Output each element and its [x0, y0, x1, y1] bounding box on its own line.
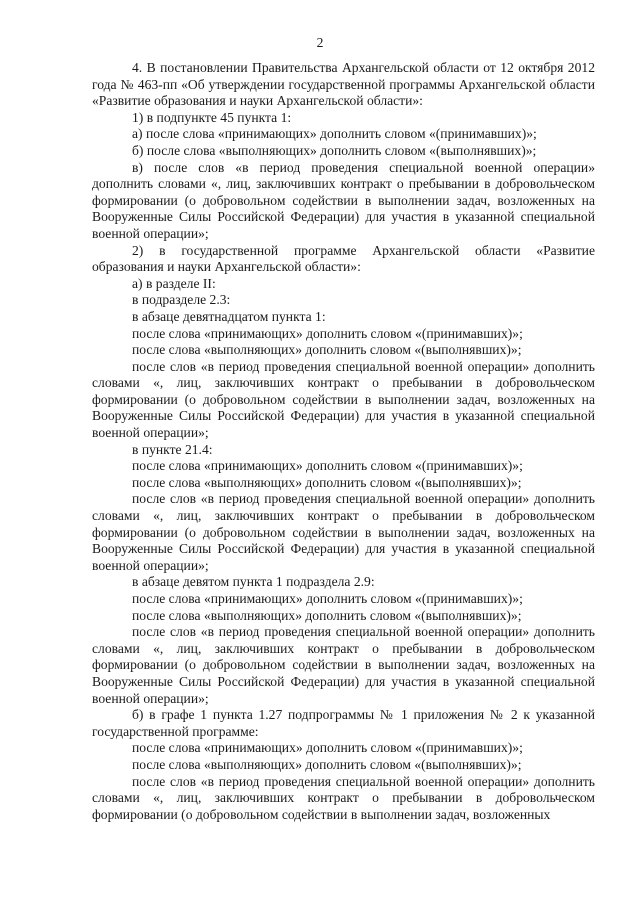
paragraph-change-vypoln-2: после слова «выполняющих» дополнить словом «(выполнявших)»;	[132, 474, 522, 490]
paragraph-1v: в) после слов «в период проведения специальной военной операции» дополнить словами «, лиц, заключивших контракт о пребывании в добровольческом формировании (о добровольном содействии в выполнении задач, возложенных на Вооруженные Силы Российской Федерации) для участия в указанной специальной военной операции»;	[92, 159, 595, 241]
paragraph-change-svo-1: после слов «в период проведения специальной военной операции» дополнить словами «, лиц, заключивших контракт о пребывании в добровольческом формировании (о добровольном содействии в выполнении задач, возложенных на Вооруженные Силы Российской Федерации) для участия в указанной специальной военной операции»;	[92, 358, 595, 441]
paragraph-change-prinim-3: после слова «принимающих» дополнить словом «(принимавших)»;	[132, 591, 523, 606]
paragraph-point-21-4: в пункте 21.4:	[132, 441, 213, 457]
paragraph-1a: а) после слова «принимающих» дополнить словом «(принимавших)»;	[132, 126, 537, 142]
paragraph-2b: б) в графе 1 пункта 1.27 подпрограммы № 1 приложения № 2 к указанной государственной программе:	[92, 707, 595, 739]
paragraph-subsection-2-3: в подразделе 2.3:	[132, 292, 231, 308]
paragraph-change-prinim-4: после слова «принимающих» дополнить словом «(принимавших)»;	[132, 740, 523, 756]
paragraph-subitem-2: 2) в государственной программе Архангельской области «Развитие образования и науки Архангельской области»:	[92, 242, 595, 275]
paragraph-change-prinim-1: после слова «принимающих» дополнить словом «(принимавших)»;	[132, 325, 523, 341]
page-number: 2	[316, 35, 324, 50]
paragraph-1b: б) после слова «выполняющих» дополнить словом «(выполнявших)»;	[132, 142, 537, 158]
paragraph-change-vypoln-3: после слова «выполняющих» дополнить словом «(выполнявших)»;	[132, 607, 522, 623]
paragraph-2a: а) в разделе II:	[132, 275, 216, 291]
paragraph-change-svo-4: после слов «в период проведения специальной военной операции» дополнить словами «, лиц, заключивших контракт о пребывании в добровольческом формировании (о добровольном содействии в выполнении задач, возложенных	[92, 773, 595, 822]
paragraph-4-intro: 4. В постановлении Правительства Архангельской области от 12 октября 2012 года № 463-пп «Об утверждении государственной программы Архангельской области «Развитие образования и науки Архангельской области»:	[92, 60, 595, 109]
paragraph-change-vypoln-4: после слова «выполняющих» дополнить словом «(выполнявших)»;	[132, 756, 522, 772]
paragraph-abzac-9: в абзаце девятом пункта 1 подраздела 2.9:	[132, 574, 375, 590]
document-body	[92, 60, 595, 823]
paragraph-abzac-19: в абзаце девятнадцатом пункта 1:	[132, 308, 326, 324]
paragraph-change-vypoln-1: после слова «выполняющих» дополнить словом «(выполнявших)»;	[132, 342, 522, 358]
paragraph-change-svo-2: после слов «в период проведения специальной военной операции» дополнить словами «, лиц, заключивших контракт о пребывании в добровольческом формировании (о добровольном содействии в выполнении задач, возложенных на Вооруженные Силы Российской Федерации) для участия в указанной специальной военной операции»;	[92, 491, 595, 573]
paragraph-change-prinim-2: после слова «принимающих» дополнить словом «(принимавших)»;	[132, 458, 523, 474]
paragraph-subitem-1: 1) в подпункте 45 пункта 1:	[132, 109, 292, 125]
paragraph-change-svo-3: после слов «в период проведения специальной военной операции» дополнить словами «, лиц, заключивших контракт о пребывании в добровольческом формировании (о добровольном содействии в выполнении задач, возложенных на Вооруженные Силы Российской Федерации) для участия в указанной специальной военной операции»;	[92, 624, 595, 706]
